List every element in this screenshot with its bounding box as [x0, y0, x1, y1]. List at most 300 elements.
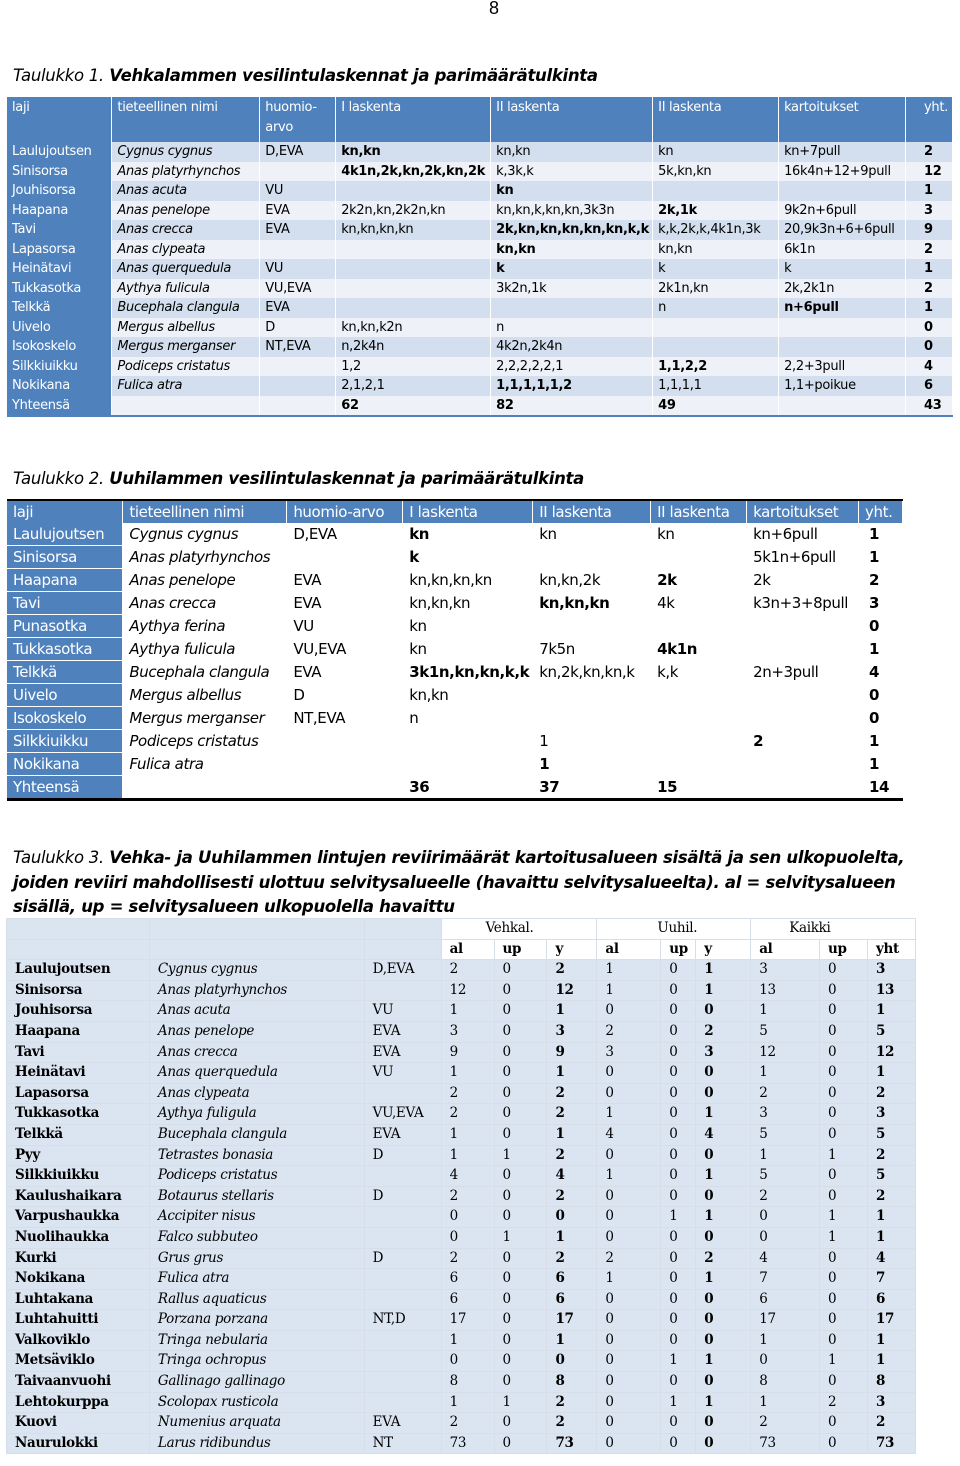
- table-3-cell: 4: [696, 1124, 751, 1145]
- table-3-cell: 0: [661, 1145, 696, 1166]
- table-3-cell: 0: [696, 1227, 751, 1248]
- table-3-cell: 1: [696, 960, 751, 981]
- table-1-cell: 3k2n,1k: [491, 279, 653, 299]
- table-3-cell: 8: [547, 1372, 597, 1393]
- table-2-cell: kn,kn,kn: [403, 592, 533, 615]
- table-1-header-cell: II laskenta: [491, 97, 653, 142]
- table-3-cell: 2: [441, 1104, 494, 1125]
- table-1-cell: Cygnus cygnus: [112, 142, 260, 162]
- table-1-header-cell: kartoitukset: [779, 97, 906, 142]
- table-1-cell: [653, 181, 779, 201]
- table-1-cell: VU,EVA: [260, 279, 336, 299]
- table-3-row: [7, 1166, 916, 1187]
- table-2-row-label: Tavi: [7, 592, 123, 615]
- table-2-cell: 15: [651, 776, 747, 800]
- table-3-cell: [364, 1227, 441, 1248]
- table-3-cell: 17: [441, 1310, 494, 1331]
- table-3-row-label: Varpushaukka: [7, 1207, 150, 1228]
- table-1-cell: 0: [906, 337, 953, 357]
- table-3-cell: 2: [547, 960, 597, 981]
- table-1-row-label: Silkkiuikku: [7, 357, 112, 377]
- table-1-cell: 6: [906, 376, 953, 396]
- table-2-row-label: Sinisorsa: [7, 546, 123, 569]
- table-3-cell: 8: [751, 1372, 820, 1393]
- table-2-cell: D,EVA: [287, 523, 403, 546]
- table-3-cell: NT: [364, 1433, 441, 1454]
- table-3-row: [7, 1392, 916, 1413]
- table-3-cell: 2: [441, 1083, 494, 1104]
- table-3-cell: 2: [820, 1392, 868, 1413]
- table-1-cell: 2: [906, 279, 953, 299]
- table-3-cell: 0: [494, 960, 547, 981]
- table-2-cell: [747, 707, 859, 730]
- table-3-row-label: Nokikana: [7, 1269, 150, 1290]
- table-3-cell: 1: [441, 1145, 494, 1166]
- table-2-cell: kn: [533, 523, 651, 546]
- table-1-cell: 2,2,2,2,2,1: [491, 357, 653, 377]
- table-3-cell: 0: [494, 1083, 547, 1104]
- table-2-row: [7, 592, 903, 615]
- table-3-sub-header-cell: up: [820, 939, 868, 960]
- table-1-cell: [336, 279, 491, 299]
- table-1-header-cell: laji: [7, 97, 112, 142]
- table-3-cell: 2: [751, 1083, 820, 1104]
- table-1-cell: k,3k,k: [491, 162, 653, 182]
- table-1-caption-title: Vehkalammen vesilintulaskennat ja parimäärätulkinta: [103, 66, 598, 85]
- table-3-row: [7, 1372, 916, 1393]
- table-2-cell: 5k1n+6pull: [747, 546, 859, 569]
- table-3-cell: Anas penelope: [149, 1021, 364, 1042]
- table-3-cell: 0: [494, 1269, 547, 1290]
- table-3-cell: 0: [597, 1227, 661, 1248]
- table-3-cell: 1: [661, 1207, 696, 1228]
- table-1-cell: 1: [906, 181, 953, 201]
- table-1-row-label: Lapasorsa: [7, 240, 112, 260]
- table-2-cell: 3k1n,kn,kn,k,k: [403, 661, 533, 684]
- table-3-cell: 1: [751, 1392, 820, 1413]
- table-3-cell: 2: [867, 1145, 915, 1166]
- table-3-cell: 2: [751, 1186, 820, 1207]
- table-3-cell: 0: [696, 1372, 751, 1393]
- table-3-cell: 0: [696, 1083, 751, 1104]
- table-3-caption-prefix: Taulukko 3.: [13, 848, 104, 867]
- table-3-cell: [364, 1083, 441, 1104]
- table-1-row-label: Uivelo: [7, 318, 112, 338]
- table-3-cell: 0: [597, 1413, 661, 1434]
- table-3-row: [7, 1207, 916, 1228]
- table-3-cell: 2: [696, 1248, 751, 1269]
- table-3-cell: 1: [867, 1351, 915, 1372]
- table-1-cell: [112, 396, 260, 417]
- table-1-cell: VU: [260, 181, 336, 201]
- table-3-cell: Anas acuta: [149, 1001, 364, 1022]
- table-3-cell: D: [364, 1186, 441, 1207]
- table-2-row-label: Punasotka: [7, 615, 123, 638]
- table-3-cell: 2: [547, 1145, 597, 1166]
- table-3-row: [7, 1145, 916, 1166]
- table-1-cell: 0: [906, 318, 953, 338]
- table-3-cell: 0: [661, 1021, 696, 1042]
- table-1-cell: k,k,2k,k,4k1n,3k: [653, 220, 779, 240]
- table-3-cell: 0: [661, 1083, 696, 1104]
- table-1-caption: [13, 66, 598, 85]
- table-3-row-label: Nuolihaukka: [7, 1227, 150, 1248]
- table-1-cell: 1,1,1,1,1,2: [491, 376, 653, 396]
- table-2-header-cell: yht.: [859, 500, 903, 523]
- table-2-cell: 1: [859, 753, 903, 776]
- table-3-cell: 2: [547, 1392, 597, 1413]
- table-1-cell: kn,kn: [336, 142, 491, 162]
- table-3-group-header-cell: Uuhil.: [597, 919, 751, 940]
- table-3-cell: 2: [441, 1248, 494, 1269]
- table-3-cell: 1: [696, 1207, 751, 1228]
- table-3-cell: 0: [820, 1083, 868, 1104]
- table-3-cell: 4: [751, 1248, 820, 1269]
- table-3-cell: 0: [494, 980, 547, 1001]
- table-3-cell: 0: [661, 1413, 696, 1434]
- table-1-cell: Mergus albellus: [112, 318, 260, 338]
- table-2-row: [7, 753, 903, 776]
- table-3-cell: 12: [867, 1042, 915, 1063]
- table-2-cell: [651, 753, 747, 776]
- table-1-cell: 82: [491, 396, 653, 417]
- table-2-row-label: Laulujoutsen: [7, 523, 123, 546]
- table-3-cell: Falco subbuteo: [149, 1227, 364, 1248]
- table-3-sub-header-cell: y: [547, 939, 597, 960]
- table-2-cell: Aythya fulicula: [123, 638, 287, 661]
- table-3-row: [7, 1001, 916, 1022]
- table-1-row: [7, 279, 953, 299]
- table-1-cell: [653, 318, 779, 338]
- table-3-cell: 0: [494, 1207, 547, 1228]
- table-2-cell: Mergus merganser: [123, 707, 287, 730]
- table-2-cell: [747, 776, 859, 800]
- table-3-group-header-row: [7, 919, 916, 940]
- table-2-row-label: Haapana: [7, 569, 123, 592]
- table-3-cell: 1: [696, 1351, 751, 1372]
- table-2-cell: EVA: [287, 661, 403, 684]
- table-2-cell: EVA: [287, 569, 403, 592]
- table-1-row: [7, 142, 953, 162]
- table-3-cell: D: [364, 1145, 441, 1166]
- table-1-cell: kn: [491, 181, 653, 201]
- table-3-cell: 0: [661, 1166, 696, 1187]
- table-1-cell: 62: [336, 396, 491, 417]
- table-3-empty-cell: [7, 939, 150, 960]
- table-3-row-label: Tavi: [7, 1042, 150, 1063]
- table-3-cell: 73: [867, 1433, 915, 1454]
- table-3-cell: 6: [441, 1289, 494, 1310]
- table-3-cell: 1: [751, 1145, 820, 1166]
- table-3-cell: 0: [696, 1063, 751, 1084]
- table-3-cell: 0: [597, 1372, 661, 1393]
- table-3-cell: 0: [494, 1124, 547, 1145]
- table-3-cell: [364, 1269, 441, 1290]
- table-3-cell: 1: [867, 1207, 915, 1228]
- table-3-cell: 2: [751, 1413, 820, 1434]
- table-3-cell: 0: [661, 1042, 696, 1063]
- table-1-cell: 2k2n,kn,2k2n,kn: [336, 201, 491, 221]
- table-2-row-label: Isokoskelo: [7, 707, 123, 730]
- table-3-cell: 8: [441, 1372, 494, 1393]
- table-3-cell: 8: [867, 1372, 915, 1393]
- table-3-cell: 3: [696, 1042, 751, 1063]
- table-3-row-label: Naurulokki: [7, 1433, 150, 1454]
- table-2-cell: 37: [533, 776, 651, 800]
- table-3-sub-header-cell: up: [494, 939, 547, 960]
- table-1-cell: [779, 337, 906, 357]
- table-1-cell: NT,EVA: [260, 337, 336, 357]
- table-3-cell: 0: [597, 1145, 661, 1166]
- table-3-cell: 0: [597, 1063, 661, 1084]
- table-3-cell: 1: [751, 1063, 820, 1084]
- table-3-cell: 0: [820, 1166, 868, 1187]
- table-3-cell: 0: [597, 1207, 661, 1228]
- table-3-cell: 0: [494, 1063, 547, 1084]
- table-3-cell: 0: [661, 980, 696, 1001]
- table-2-header-cell: II laskenta: [651, 500, 747, 523]
- table-3-cell: 0: [820, 1124, 868, 1145]
- table-1-cell: Anas platyrhynchos: [112, 162, 260, 182]
- table-3-cell: 2: [867, 1413, 915, 1434]
- table-3-cell: [364, 1207, 441, 1228]
- table-3-cell: 1: [547, 1227, 597, 1248]
- table-3-row-label: Telkkä: [7, 1124, 150, 1145]
- table-1-cell: 1: [906, 298, 953, 318]
- table-3-cell: 9: [441, 1042, 494, 1063]
- table-2-cell: [747, 615, 859, 638]
- table-3-cell: 0: [661, 1186, 696, 1207]
- table-3-cell: 1: [494, 1227, 547, 1248]
- table-1-row-label: Nokikana: [7, 376, 112, 396]
- table-3-cell: Tringa ochropus: [149, 1351, 364, 1372]
- table-3-cell: 0: [494, 1042, 547, 1063]
- table-1-cell: 43: [906, 396, 953, 417]
- table-3-cell: 1: [867, 1330, 915, 1351]
- table-2-cell: kn,kn,kn: [533, 592, 651, 615]
- table-2-cell: D: [287, 684, 403, 707]
- table-2-cell: Anas penelope: [123, 569, 287, 592]
- table-3-cell: EVA: [364, 1413, 441, 1434]
- table-3-cell: 0: [597, 1433, 661, 1454]
- table-1-cell: 2k,2k1n: [779, 279, 906, 299]
- table-3-cell: 73: [751, 1433, 820, 1454]
- table-3-cell: 3: [751, 960, 820, 981]
- table-2-cell: [651, 546, 747, 569]
- table-3-cell: 1: [597, 980, 661, 1001]
- table-2-row: [7, 546, 903, 569]
- table-2-row-label: Uivelo: [7, 684, 123, 707]
- table-1-row-label: Tukkasotka: [7, 279, 112, 299]
- table-2-cell: kn,kn,kn,kn: [403, 569, 533, 592]
- table-2-header-cell: huomio-arvo: [287, 500, 403, 523]
- table-2-cell: 4k1n: [651, 638, 747, 661]
- table-2-cell: 0: [859, 707, 903, 730]
- table-3-cell: EVA: [364, 1021, 441, 1042]
- table-1-cell: [260, 240, 336, 260]
- table-3-cell: 0: [820, 1433, 868, 1454]
- table-3-sub-header-row: [7, 939, 916, 960]
- table-3-row-label: Tukkasotka: [7, 1104, 150, 1125]
- table-1-header-cell: yht.: [906, 97, 953, 142]
- table-3-row: [7, 1227, 916, 1248]
- table-3-cell: 0: [494, 1433, 547, 1454]
- table-3-row-label: Kurki: [7, 1248, 150, 1269]
- table-2-cell: 2k: [651, 569, 747, 592]
- table-3-row: [7, 960, 916, 981]
- table-3-cell: 1: [441, 1330, 494, 1351]
- page-number: 8: [489, 0, 500, 18]
- table-2-cell: 2k: [747, 569, 859, 592]
- table-1-cell: k: [491, 259, 653, 279]
- table-3-cell: 5: [867, 1166, 915, 1187]
- table-1-row-label: Yhteensä: [7, 396, 112, 417]
- table-3-cell: 0: [696, 1433, 751, 1454]
- table-3-cell: 0: [820, 1372, 868, 1393]
- table-3-cell: NT,D: [364, 1310, 441, 1331]
- table-3-row: [7, 1289, 916, 1310]
- table-3-cell: 0: [751, 1351, 820, 1372]
- table-3-cell: 1: [696, 1166, 751, 1187]
- table-3-cell: 2: [597, 1248, 661, 1269]
- table-3-cell: 0: [597, 1351, 661, 1372]
- table-1-row-label: Haapana: [7, 201, 112, 221]
- table-1-cell: 16k4n+12+9pull: [779, 162, 906, 182]
- table-3-sub-header-cell: up: [661, 939, 696, 960]
- table-3-cell: 1: [494, 1145, 547, 1166]
- table-1-cell: 2,1,2,1: [336, 376, 491, 396]
- table-1-cell: 1,2: [336, 357, 491, 377]
- table-3-cell: Gallinago gallinago: [149, 1372, 364, 1393]
- table-3-row: [7, 1021, 916, 1042]
- table-3-cell: 7: [751, 1269, 820, 1290]
- table-3-row: [7, 1351, 916, 1372]
- table-1-cell: Aythya fulicula: [112, 279, 260, 299]
- table-2-row: [7, 684, 903, 707]
- table-3-cell: 5: [751, 1166, 820, 1187]
- table-3-cell: 0: [661, 1001, 696, 1022]
- table-3-cell: [364, 1166, 441, 1187]
- table-3-cell: 17: [547, 1310, 597, 1331]
- table-3-row-label: Laulujoutsen: [7, 960, 150, 981]
- table-1-cell: 2k,kn,kn,kn,kn,kn,k,k: [491, 220, 653, 240]
- table-1-cell: [260, 357, 336, 377]
- table-3-cell: 1: [597, 1104, 661, 1125]
- table-3-cell: 9: [547, 1042, 597, 1063]
- table-3-cell: 6: [547, 1269, 597, 1290]
- table-2-row: [7, 776, 903, 800]
- table-3-cell: 0: [494, 1248, 547, 1269]
- table-3-cell: 0: [661, 1330, 696, 1351]
- table-3-sub-header-cell: al: [751, 939, 820, 960]
- table-3-cell: 0: [494, 1372, 547, 1393]
- table-3-cell: Botaurus stellaris: [149, 1186, 364, 1207]
- table-2-header-cell: tieteellinen nimi: [123, 500, 287, 523]
- table-3-empty-cell: [7, 919, 150, 940]
- table-3-cell: 12: [547, 980, 597, 1001]
- table-3-cell: 1: [547, 1124, 597, 1145]
- table-2-cell: kn: [403, 638, 533, 661]
- table-3-row-label: Lehtokurppa: [7, 1392, 150, 1413]
- table-3-cell: 1: [696, 1104, 751, 1125]
- table-3-cell: 13: [867, 980, 915, 1001]
- table-1-cell: Anas querquedula: [112, 259, 260, 279]
- table-2-cell: VU,EVA: [287, 638, 403, 661]
- table-3-cell: Anas platyrhynchos: [149, 980, 364, 1001]
- table-1-cell: EVA: [260, 220, 336, 240]
- table-3-cell: 0: [661, 1124, 696, 1145]
- table-2-cell: Anas crecca: [123, 592, 287, 615]
- table-2-caption-prefix: Taulukko 2.: [13, 469, 104, 488]
- table-2-row: [7, 638, 903, 661]
- table-3-cell: 1: [696, 980, 751, 1001]
- table-3-cell: 1: [547, 1001, 597, 1022]
- table-3-cell: Cygnus cygnus: [149, 960, 364, 981]
- table-3-cell: 7: [867, 1269, 915, 1290]
- table-1-cell: 1: [906, 259, 953, 279]
- table-3-cell: 0: [597, 1289, 661, 1310]
- table-3-cell: [364, 1351, 441, 1372]
- table-3-cell: 0: [696, 1001, 751, 1022]
- table-2-cell: kn: [403, 615, 533, 638]
- table-1-cell: Podiceps cristatus: [112, 357, 260, 377]
- table-3-cell: 0: [820, 1063, 868, 1084]
- table-2-header-cell: I laskenta: [403, 500, 533, 523]
- table-1-header-cell: I laskenta: [336, 97, 491, 142]
- table-3-cell: 0: [696, 1330, 751, 1351]
- table-3-cell: 3: [441, 1021, 494, 1042]
- table-3-row: [7, 1248, 916, 1269]
- table-2-cell: 14: [859, 776, 903, 800]
- table-3-row: [7, 1083, 916, 1104]
- table-2-cell: [287, 776, 403, 800]
- table-3-cell: 0: [494, 1021, 547, 1042]
- table-2-cell: VU: [287, 615, 403, 638]
- table-3-row: [7, 1124, 916, 1145]
- table-2-row-label: Silkkiuikku: [7, 730, 123, 753]
- table-3-cell: 0: [494, 1186, 547, 1207]
- table-3-cell: 2: [696, 1021, 751, 1042]
- table-3-sub-header-cell: al: [441, 939, 494, 960]
- table-1-row: [7, 318, 953, 338]
- table-3-cell: 1: [494, 1392, 547, 1413]
- table-3-cell: 1: [547, 1063, 597, 1084]
- table-2-cell: [287, 546, 403, 569]
- table-2-cell: EVA: [287, 592, 403, 615]
- table-1-cell: Mergus merganser: [112, 337, 260, 357]
- table-2-cell: Fulica atra: [123, 753, 287, 776]
- table-3-cell: EVA: [364, 1124, 441, 1145]
- table-1-cell: 4: [906, 357, 953, 377]
- table-2-caption-title: Uuhilammen vesilintulaskennat ja parimäärätulkinta: [103, 469, 584, 488]
- table-1-cell: Fulica atra: [112, 376, 260, 396]
- table-1-cell: [336, 298, 491, 318]
- table-3-empty-cell: [149, 919, 364, 940]
- table-3-row-label: Taivaanvuohi: [7, 1372, 150, 1393]
- table-3-cell: 6: [547, 1289, 597, 1310]
- table-3-cell: 0: [661, 1269, 696, 1290]
- table-2-cell: 1: [859, 638, 903, 661]
- table-3-cell: Accipiter nisus: [149, 1207, 364, 1228]
- table-3-cell: 2: [547, 1083, 597, 1104]
- table-3-cell: 0: [751, 1227, 820, 1248]
- table-1-cell: 1,1+poikue: [779, 376, 906, 396]
- table-3-cell: Grus grus: [149, 1248, 364, 1269]
- table-3-sub-header-cell: y: [696, 939, 751, 960]
- table-2-cell: [287, 730, 403, 753]
- table-3-cell: 2: [441, 1413, 494, 1434]
- table-2-caption: [13, 469, 584, 488]
